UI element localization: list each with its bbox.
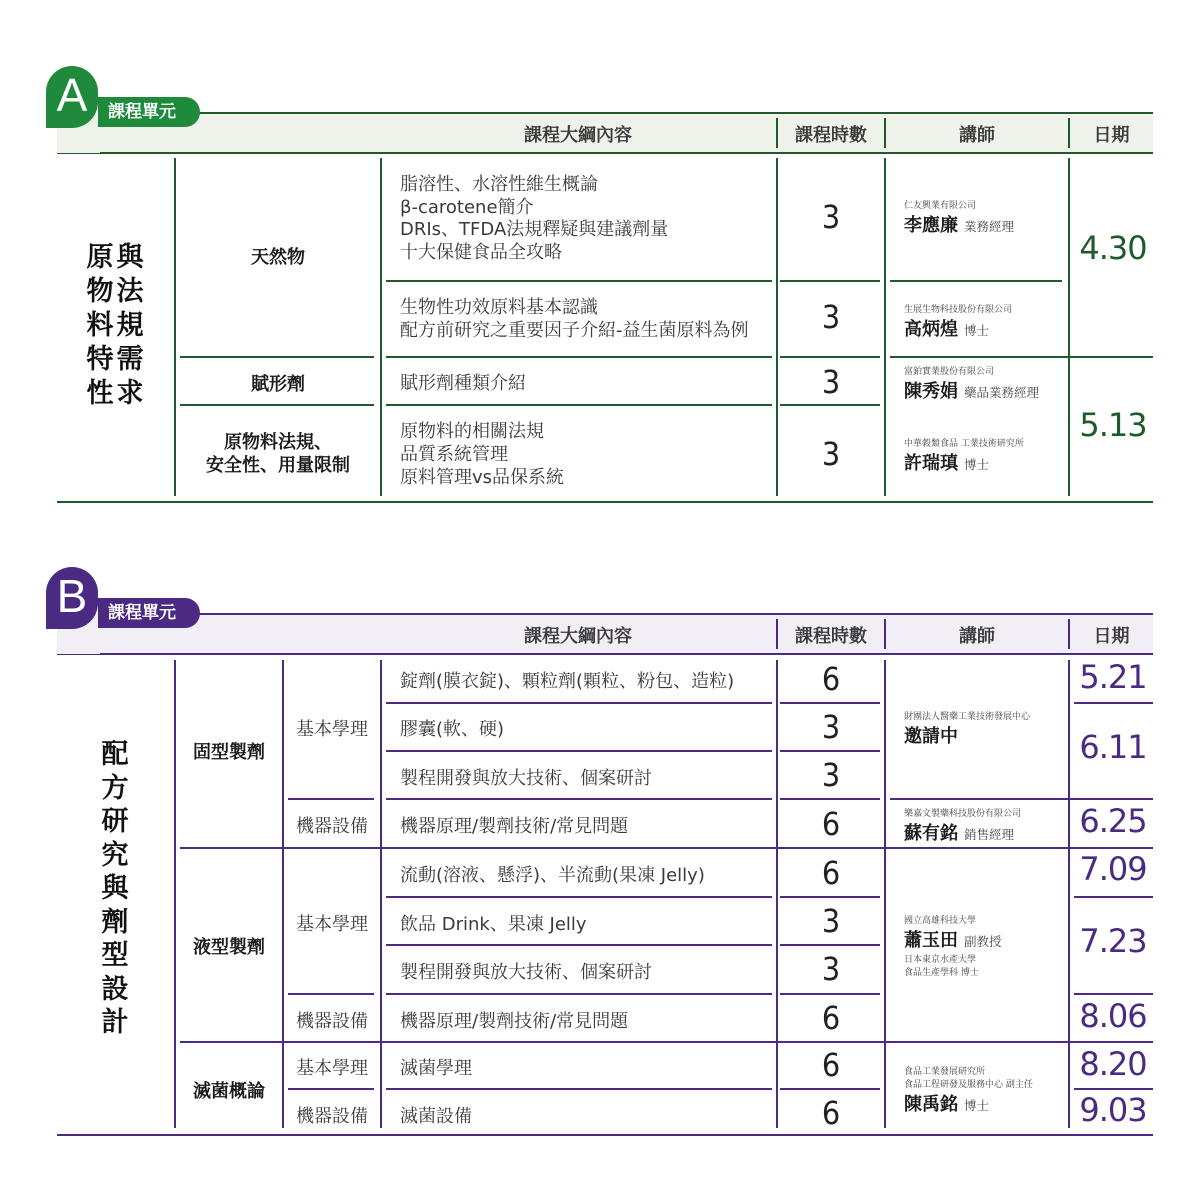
subcategory-label: 機器設備 (296, 1011, 368, 1032)
divider (1068, 619, 1070, 649)
course-hours: 3 (821, 198, 841, 236)
divider (288, 798, 374, 800)
divider (884, 619, 886, 649)
course-hours: 6 (821, 805, 841, 843)
course-outline: 機器原理/製劑技術/常見問題 (400, 816, 629, 837)
divider (780, 280, 880, 282)
divider (100, 112, 1153, 114)
course-hours: 3 (821, 298, 841, 336)
divider (780, 896, 880, 898)
course-hours: 6 (821, 660, 841, 698)
category-label: 賦形劑 (251, 374, 305, 395)
divider (57, 653, 1153, 655)
divider (1074, 1088, 1153, 1090)
divider (386, 798, 772, 800)
divider (386, 356, 772, 358)
course-outline: 滅菌學理 (400, 1058, 472, 1079)
course-date: 5.21 (1079, 658, 1147, 696)
divider (386, 993, 772, 995)
section-b-side-title: 配 方 研 究 與 劑 型 設 計 (101, 739, 129, 1038)
divider (57, 501, 1153, 503)
section-b-unit-label: 課程單元 (98, 598, 200, 628)
divider (780, 1088, 880, 1090)
course-outline: 機器原理/製劑技術/常見問題 (400, 1011, 629, 1032)
course-date: 6.25 (1079, 802, 1147, 840)
teacher: 食品工業發展研究所 食品工程研發及服務中心 副主任 陳禹銘 博士 (904, 1067, 1033, 1115)
teacher: 富鉑實業股份有限公司 陳秀娟 藥品業務經理 (904, 367, 1040, 402)
category-label: 液型製劑 (193, 937, 265, 958)
course-outline: 流動(溶液、懸浮)、半流動(果凍 Jelly) (400, 865, 705, 886)
divider (57, 152, 1153, 154)
category-label: 天然物 (251, 247, 305, 268)
section-a-side-title: 原 物 料 特 性 與 法 規 需 求 (86, 242, 146, 409)
divider (386, 702, 772, 704)
teacher: 中華穀類食品 工業技術研究所 許瑞瑱 博士 (904, 439, 1024, 474)
divider (380, 158, 382, 496)
subcategory-label: 基本學理 (296, 719, 368, 740)
course-hours: 6 (821, 1094, 841, 1132)
course-hours: 6 (821, 854, 841, 892)
divider (1068, 118, 1070, 148)
divider (780, 944, 880, 946)
divider (180, 356, 374, 358)
section-b-badge: B (46, 567, 98, 629)
divider (386, 1088, 772, 1090)
header-hours: 課程時數 (795, 626, 867, 647)
divider (1074, 896, 1153, 898)
course-outline: 滅菌設備 (400, 1106, 472, 1127)
divider (180, 1041, 1153, 1043)
divider (890, 356, 1153, 358)
teacher: 仁友興業有限公司 李應廉 業務經理 (904, 201, 1015, 236)
divider (780, 404, 880, 406)
course-hours: 3 (821, 435, 841, 473)
divider (780, 356, 880, 358)
subcategory-label: 基本學理 (296, 1058, 368, 1079)
subcategory-label: 基本學理 (296, 914, 368, 935)
divider (776, 118, 778, 148)
subcategory-label: 機器設備 (296, 1106, 368, 1127)
course-date: 4.30 (1079, 229, 1147, 267)
divider (1074, 993, 1153, 995)
divider (1068, 158, 1070, 496)
course-date: 8.20 (1079, 1045, 1147, 1083)
header-outline: 課程大綱內容 (524, 626, 632, 647)
teacher: 樂嘉文製藥科技股份有限公司 蘇有銘 銷售經理 (904, 809, 1022, 844)
header-teacher: 講師 (959, 125, 995, 146)
teacher: 財團法人醫藥工業技術發展中心 邀請中 (904, 712, 1031, 747)
category-label: 原物料法規、 安全性、用量限制 (206, 432, 350, 476)
header-teacher: 講師 (959, 626, 995, 647)
course-hours: 3 (821, 756, 841, 794)
divider (180, 847, 1153, 849)
teacher: 生展生物科技股份有限公司 高炳煌 博士 (904, 305, 1013, 340)
divider (386, 944, 772, 946)
teacher: 國立高雄科技大學 蕭玉田 副教授 日本東京水產大學 食品生產學科 博士 (904, 916, 1002, 978)
course-hours: 6 (821, 1046, 841, 1084)
course-hours: 3 (821, 950, 841, 988)
divider (100, 613, 1153, 615)
course-outline: 賦形劑種類介紹 (400, 373, 526, 394)
divider (180, 404, 374, 406)
category-label: 滅菌概論 (193, 1081, 265, 1102)
course-outline: 製程開發與放大技術、個案研討 (400, 768, 652, 789)
course-date: 6.11 (1079, 728, 1147, 766)
course-hours: 3 (821, 902, 841, 940)
divider (174, 660, 176, 1128)
divider (288, 993, 374, 995)
header-date: 日期 (1093, 626, 1130, 647)
header-hours: 課程時數 (795, 125, 867, 146)
course-date: 8.06 (1079, 997, 1147, 1035)
subcategory-label: 機器設備 (296, 816, 368, 837)
course-hours: 3 (821, 363, 841, 401)
divider (57, 1134, 1153, 1136)
divider (890, 280, 1062, 282)
divider (380, 660, 382, 1128)
divider (780, 750, 880, 752)
divider (776, 619, 778, 649)
course-outline: 製程開發與放大技術、個案研討 (400, 962, 652, 983)
course-date: 9.03 (1079, 1091, 1147, 1129)
course-outline: 原物料的相關法規 品質系統管理 原料管理vs品保系統 (400, 421, 565, 488)
section-a-unit-label: 課程單元 (98, 97, 200, 127)
course-outline: 膠囊(軟、硬) (400, 719, 505, 740)
divider (386, 750, 772, 752)
course-hours: 6 (821, 999, 841, 1037)
course-date: 7.23 (1079, 922, 1147, 960)
divider (288, 1088, 374, 1090)
divider (780, 993, 880, 995)
divider (884, 118, 886, 148)
divider (884, 660, 886, 1128)
divider (780, 798, 880, 800)
divider (780, 702, 880, 704)
divider (386, 404, 772, 406)
course-outline: 生物性功效原料基本認識 配方前研究之重要因子介紹-益生菌原料為例 (400, 297, 749, 341)
course-date: 5.13 (1079, 406, 1147, 444)
divider (386, 896, 772, 898)
divider (890, 798, 1153, 800)
course-date: 7.09 (1079, 850, 1147, 888)
section-a-badge: A (46, 66, 98, 128)
course-hours: 3 (821, 708, 841, 746)
divider (884, 158, 886, 496)
course-outline: 脂溶性、水溶性維生概論 β-carotene簡介 DRIs、TFDA法規釋疑與建議劑量 十大保健食品全攻略 (400, 174, 669, 263)
course-outline: 飲品 Drink、果凍 Jelly (400, 914, 587, 935)
header-date: 日期 (1093, 125, 1130, 146)
course-outline: 錠劑(膜衣錠)、顆粒劑(顆粒、粉包、造粒) (400, 671, 735, 692)
category-label: 固型製劑 (193, 742, 265, 763)
header-outline: 課程大綱內容 (524, 125, 632, 146)
divider (1074, 702, 1153, 704)
divider (386, 280, 772, 282)
